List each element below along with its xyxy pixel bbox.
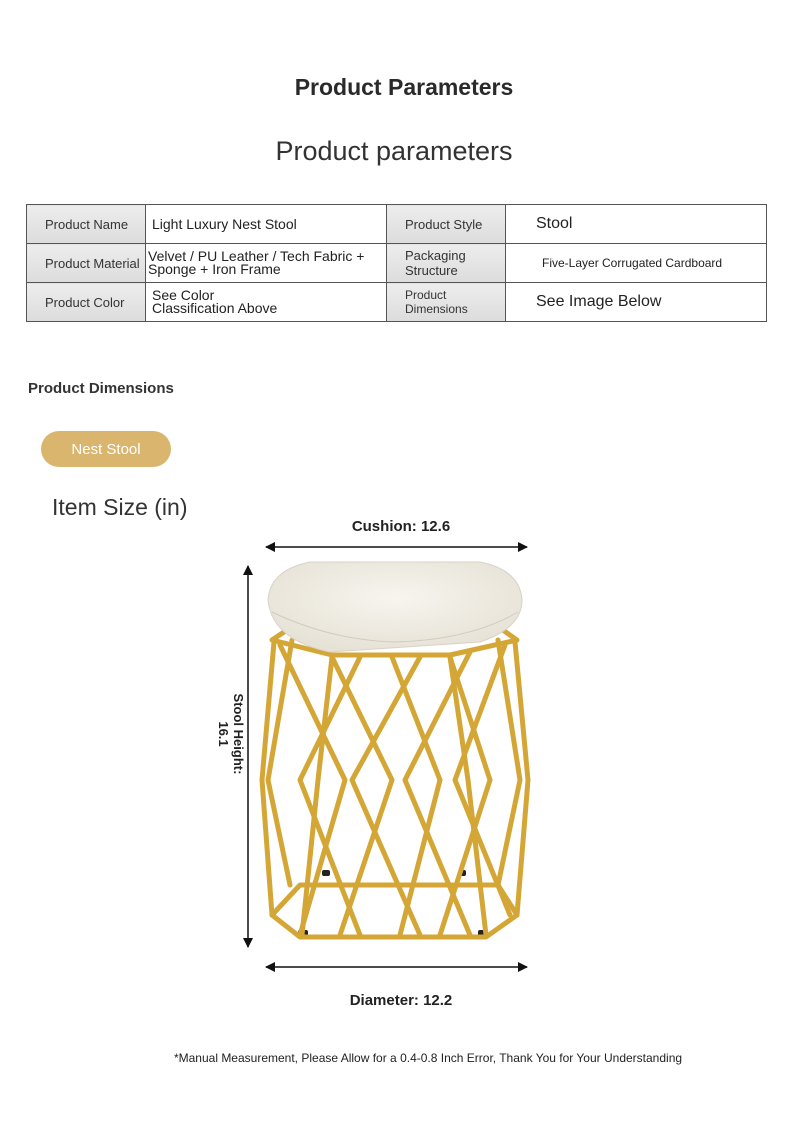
material-line-1: Velvet / PU Leather / Tech Fabric +	[148, 248, 365, 264]
param-value-dimensions: See Image Below	[506, 283, 767, 322]
param-label-style: Product Style	[387, 205, 506, 244]
param-label-dimensions: Product Dimensions	[387, 283, 506, 322]
param-label-material: Product Material	[27, 244, 146, 283]
item-size-title: Item Size (in)	[52, 494, 188, 520]
height-dimension-label: Stool Height: 16.1	[216, 693, 246, 775]
param-label-color: Product Color	[27, 283, 146, 322]
page-title: Product Parameters	[294, 74, 514, 100]
variant-pill: Nest Stool	[41, 431, 171, 467]
param-value-packaging: Five-Layer Corrugated Cardboard	[506, 244, 767, 283]
measurement-disclaimer: *Manual Measurement, Please Allow for a 0.4-0.8 Inch Error, Thank You for Your Understanding	[173, 1051, 683, 1065]
color-line-1: See Color	[152, 287, 215, 303]
section-subtitle: Product parameters	[275, 136, 513, 166]
material-line-2: Sponge + Iron Frame	[148, 261, 281, 277]
param-value-name: Light Luxury Nest Stool	[146, 205, 387, 244]
diameter-dimension-label: Diameter: 12.2	[349, 992, 453, 1009]
stool-cushion	[268, 562, 522, 652]
param-label-name: Product Name	[27, 205, 146, 244]
color-line-2: Classification Above	[152, 300, 278, 316]
dimensions-heading: Product Dimensions	[28, 380, 174, 397]
stool-frame	[262, 628, 528, 937]
param-label-packaging: Packaging Structure	[387, 244, 506, 283]
param-value-style: Stool	[506, 205, 767, 244]
cushion-dimension-label: Cushion: 12.6	[351, 518, 451, 535]
